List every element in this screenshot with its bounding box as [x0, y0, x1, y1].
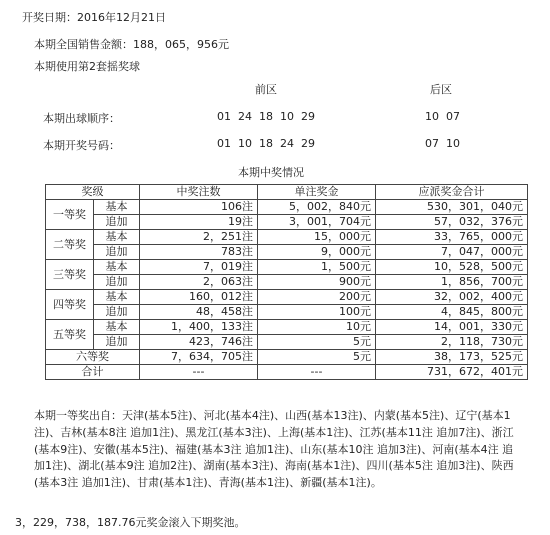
winner-count: 2，063注 — [140, 275, 258, 290]
table-row — [46, 350, 528, 365]
header-single: 单注奖金 — [258, 185, 376, 200]
table-row — [46, 200, 528, 215]
total-prize: 4，845，800元 — [376, 305, 528, 320]
front-zone-label: 前区 — [255, 83, 277, 96]
single-prize: 9，000元 — [258, 245, 376, 260]
single-prize: 100元 — [258, 305, 376, 320]
single-prize: 5，002，840元 — [258, 200, 376, 215]
sum-count: --- — [140, 365, 258, 380]
bet-type: 追加 — [94, 335, 140, 350]
winner-count: 423，746注 — [140, 335, 258, 350]
pool-rollover: 3，229，738，187.76元奖金滚入下期奖池。 — [15, 516, 246, 529]
draw-order-front: 01 24 18 10 29 — [217, 110, 315, 123]
table-header-row — [46, 185, 528, 200]
sixth-count: 7，634，705注 — [140, 350, 258, 365]
table-row — [46, 305, 528, 320]
bet-type: 追加 — [94, 305, 140, 320]
header-level: 奖级 — [46, 185, 140, 200]
header-count: 中奖注数 — [140, 185, 258, 200]
table-row — [46, 365, 528, 380]
sixth-level-name: 六等奖 — [46, 350, 140, 365]
table-row — [46, 290, 528, 305]
bet-type: 基本 — [94, 230, 140, 245]
level-name: 一等奖 — [46, 200, 94, 230]
sum-label: 合计 — [46, 365, 140, 380]
first-prize-regions: 本期一等奖出自：天津(基本5注)、河北(基本4注)、山西(基本13注)、内蒙(基本5注)、辽宁(基本1注)、吉林(基本8注 追加1注)、黑龙江(基本3注)、上海(基本1注)、江苏(基本11注 追加7注)、浙江(基本9注)、安徽(基本5注)、福建(基本3注 追加1注)、山东(基本10注 追加3注)、河南(基本4注 追加1注)、湖北(基本9注 追加2注)、湖南(基本3注)、海南(基本1注)、四川(基本5注 追加3注)、陕西(基本3注 追加1注)、甘肃(基本1注)、青海(基本1注)、新疆(基本1注)。 — [34, 409, 514, 490]
total-prize: 2，118，730元 — [376, 335, 528, 350]
single-prize: 900元 — [258, 275, 376, 290]
bet-type: 基本 — [94, 260, 140, 275]
bet-type: 追加 — [94, 275, 140, 290]
total-prize: 57，032，376元 — [376, 215, 528, 230]
single-prize: 3，001，704元 — [258, 215, 376, 230]
table-row — [46, 245, 528, 260]
sum-single: --- — [258, 365, 376, 380]
back-zone-label: 后区 — [430, 83, 452, 96]
single-prize: 5元 — [258, 335, 376, 350]
winning-numbers-label: 本期开奖号码： — [43, 139, 120, 152]
winner-count: 160，012注 — [140, 290, 258, 305]
total-prize: 530，301，040元 — [376, 200, 528, 215]
winner-count: 19注 — [140, 215, 258, 230]
winning-back: 07 10 — [425, 137, 460, 150]
bet-type: 基本 — [94, 200, 140, 215]
single-prize: 15，000元 — [258, 230, 376, 245]
winner-count: 48，458注 — [140, 305, 258, 320]
table-row — [46, 275, 528, 290]
bet-type: 基本 — [94, 290, 140, 305]
prize-table — [45, 184, 528, 380]
winner-count: 106注 — [140, 200, 258, 215]
level-name: 四等奖 — [46, 290, 94, 320]
sales-amount: 本期全国销售金额：188，065，956元 — [34, 38, 229, 51]
level-name: 二等奖 — [46, 230, 94, 260]
bet-type: 基本 — [94, 320, 140, 335]
single-prize: 10元 — [258, 320, 376, 335]
total-prize: 14，001，330元 — [376, 320, 528, 335]
single-prize: 1，500元 — [258, 260, 376, 275]
winner-count: 7，019注 — [140, 260, 258, 275]
table-title: 本期中奖情况 — [238, 166, 304, 179]
header-total: 应派奖金合计 — [376, 185, 528, 200]
total-prize: 1，856，700元 — [376, 275, 528, 290]
table-row — [46, 215, 528, 230]
sixth-total: 38，173，525元 — [376, 350, 528, 365]
sixth-single: 5元 — [258, 350, 376, 365]
single-prize: 200元 — [258, 290, 376, 305]
level-name: 五等奖 — [46, 320, 94, 350]
total-prize: 10，528，500元 — [376, 260, 528, 275]
total-prize: 7，047，000元 — [376, 245, 528, 260]
draw-order-label: 本期出球顺序： — [43, 112, 120, 125]
table-row — [46, 335, 528, 350]
sum-total: 731，672，401元 — [376, 365, 528, 380]
total-prize: 33，765，000元 — [376, 230, 528, 245]
draw-order-back: 10 07 — [425, 110, 460, 123]
level-name: 三等奖 — [46, 260, 94, 290]
winner-count: 1，400，133注 — [140, 320, 258, 335]
bet-type: 追加 — [94, 215, 140, 230]
winner-count: 783注 — [140, 245, 258, 260]
bet-type: 追加 — [94, 245, 140, 260]
ball-set: 本期使用第2套摇奖球 — [34, 60, 140, 73]
table-row — [46, 320, 528, 335]
winner-count: 2，251注 — [140, 230, 258, 245]
table-row — [46, 230, 528, 245]
total-prize: 32，002，400元 — [376, 290, 528, 305]
winning-front: 01 10 18 24 29 — [217, 137, 315, 150]
table-row — [46, 260, 528, 275]
draw-date: 开奖日期：2016年12月21日 — [22, 11, 166, 24]
